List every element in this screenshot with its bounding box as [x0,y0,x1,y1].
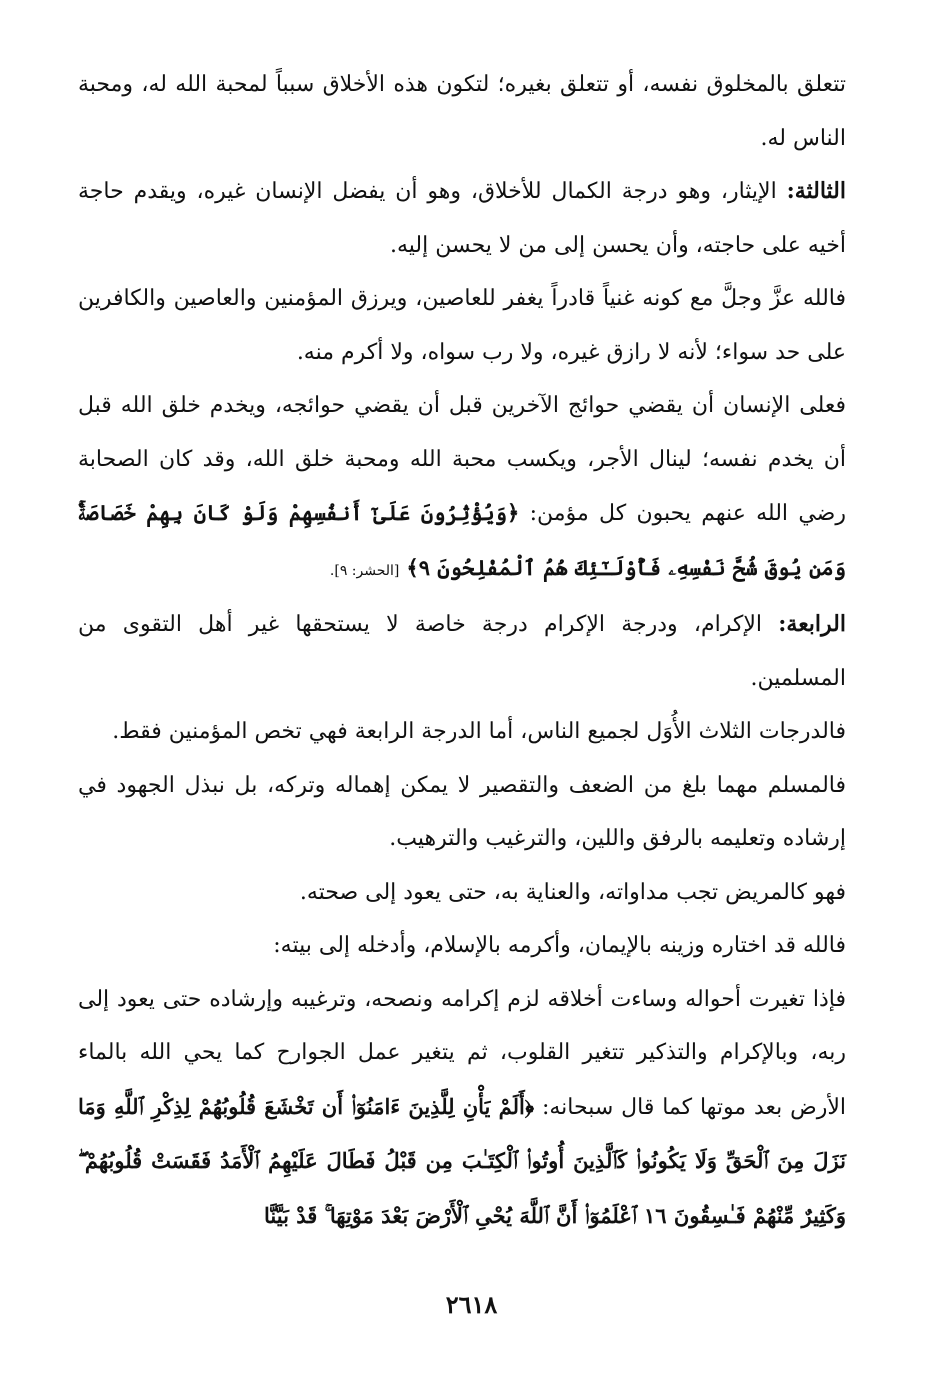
paragraph-6 [78,705,846,759]
paragraph-text: فالمسلم مهما بلغ من الضعف والتقصير لا يمكن إهماله وتركه، بل نبذل الجهود في إرشاده وتعليمه بالرفق واللين، والترغيب والترهيب. [78,772,846,851]
paragraph-text: فالله قد اختاره وزينه بالإيمان، وأكرمه بالإسلام، وأدخله إلى بيته: [273,933,846,958]
page-number: ٢٦١٨ [445,1290,498,1319]
verse-reference: [الحشر: ٩]. [329,562,400,579]
paragraph-text: تتعلق بالمخلوق نفسه، أو تتعلق بغيره؛ لتكون هذه الأخلاق سبباً لمحبة الله له، ومحبة الناس له. [78,72,846,151]
paragraph-fourth-degree [78,598,846,705]
paragraph-text: فإذا تغيرت أحواله وساءت أخلاقه لزم إكرامه ونصحه، وترغيبه وإرشاده حتى يعود إلى ربه، وبالإكرام والتذكير تتغير القلوب، ثم يتغير عمل الجوارح كما يحي الله بالماء الأرض بعد موتها كما قال سبحانه: [78,986,846,1120]
paragraph-text: الإكرام، ودرجة الإكرام درجة خاصة لا يستحقها غير أهل التقوى من المسلمين. [78,612,846,691]
quran-verse: ﴿وَيُؤْثِرُونَ عَلَىٰٓ أَنفُسِهِمْ وَلَوْ كَانَ بِهِمْ خَصَاصَةٌۚ وَمَن يُوقَ شُحَّ نَفْسِهِۦ فَأُوْلَـٰٓئِكَ هُمُ ٱلْمُفْلِحُونَ ٩﴾ [78,500,846,580]
paragraph-1 [78,58,846,165]
paragraph-final [78,973,846,1244]
paragraph-third-degree [78,165,846,272]
quran-verse: ﴿أَلَمْ يَأْنِ لِلَّذِينَ ءَامَنُوٓا۟ أَن تَخْشَعَ قُلُوبُهُمْ لِذِكْرِ ٱللَّهِ وَمَا نَزَلَ مِنَ ٱلْحَقِّ وَلَا يَكُونُوا۟ كَٱلَّذِينَ أُوتُوا۟ ٱلْكِتَـٰبَ مِن قَبْلُ فَطَالَ عَلَيْهِمُ ٱلْأَمَدُ فَقَسَتْ قُلُوبُهُمْ ۖ وَكَثِيرٌ مِّنْهُمْ فَـٰسِقُونَ ١٦ ٱعْلَمُوٓا۟ أَنَّ ٱللَّهَ يُحْىِ ٱلْأَرْضَ بَعْدَ مَوْتِهَا ۚ قَدْ بَيَّنَّا [78,1093,846,1228]
paragraph-text: فعلى الإنسان أن يقضي حوائج الآخرين قبل أن يقضي حوائجه، ويخدم خلق الله قبل أن يخدم نفسه؛ لينال الأجر، ويكسب محبة الله ومحبة خلق الله، وقد كان الصحابة رضي الله عنهم يحبون كل مؤمن: [78,393,846,526]
page-body [78,58,846,1243]
heading-fourth: الرابعة: [778,611,846,637]
paragraph-text: الإيثار، وهو درجة الكمال للأخلاق، وهو أن يفضل الإنسان غيره، ويقدم حاجة أخيه على حاجته، وأن يحسن إلى من لا يحسن إليه. [78,179,846,258]
paragraph-7 [78,759,846,866]
paragraph-text: فالدرجات الثلاث الأُوَل لجميع الناس، أما الدرجة الرابعة فهي تخص المؤمنين فقط. [112,719,846,744]
paragraph-9 [78,919,846,973]
paragraph-3 [78,272,846,379]
paragraph-text: فالله عزَّ وجلَّ مع كونه غنياً قادراً يغفر للعاصين، ويرزق المؤمنين والعاصين والكافرين على حد سواء؛ لأنه لا رازق غيره، ولا رب سواه، ولا أكرم منه. [78,286,846,365]
heading-third: الثالثة: [786,178,846,204]
paragraph-ithar [78,379,846,598]
paragraph-text: فهو كالمريض تجب مداواته، والعناية به، حتى يعود إلى صحته. [299,879,846,905]
paragraph-8 [78,866,846,920]
